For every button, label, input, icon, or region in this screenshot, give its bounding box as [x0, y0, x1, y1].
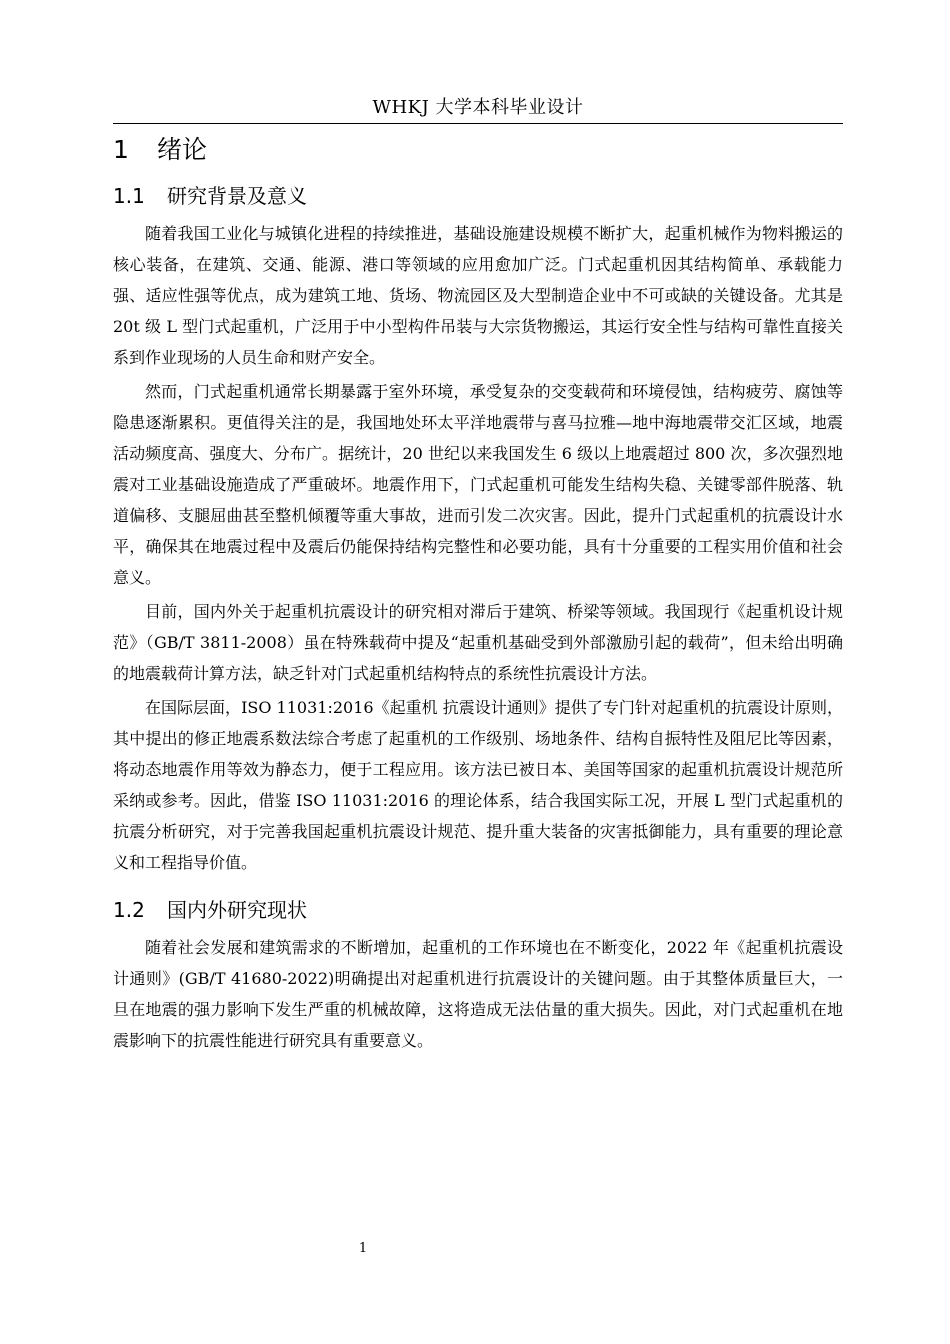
- page-number: 1: [358, 1241, 368, 1256]
- header-rule: [113, 123, 843, 124]
- paragraph: 然而，门式起重机通常长期暴露于室外环境，承受复杂的交变载荷和环境侵蚀，结构疲劳、腐蚀等隐患逐渐累积。更值得关注的是，我国地处环太平洋地震带与喜马拉雅—地中海地震带交汇区域，地震活动频度高、强度大、分布广。据统计，20 世纪以来我国发生 6 级以上地震超过 800 次，多次强烈地震对工业基础设施造成了严重破坏。地震作用下，门式起重机可能发生结构失稳、关键零部件脱落、轨道偏移、支腿屈曲甚至整机倾覆等重大事故，进而引发二次灾害。因此，提升门式起重机的抗震设计水平，确保其在地震过程中及震后仍能保持结构完整性和必要功能，具有十分重要的工程实用价值和社会意义。: [113, 382, 843, 587]
- page-footer: [0, 1240, 950, 1258]
- section-1-1: [113, 178, 843, 878]
- section-title: 研究背景及意义: [167, 184, 307, 208]
- running-header: WHKJ 大学本科毕业设计: [372, 97, 584, 118]
- chapter-number: 1: [113, 135, 129, 164]
- section-number: 1.2: [113, 898, 145, 922]
- section-title: 国内外研究现状: [167, 898, 307, 922]
- paragraph: 随着我国工业化与城镇化进程的持续推进，基础设施建设规模不断扩大，起重机械作为物料搬运的核心装备，在建筑、交通、能源、港口等领域的应用愈加广泛。门式起重机因其结构简单、承载能力强、适应性强等优点，成为建筑工地、货场、物流园区及大型制造企业中不可或缺的关键设备。尤其是 20t 级 L 型门式起重机，广泛用于中小型构件吊装与大宗货物搬运，其运行安全性与结构可靠性直接关系到作业现场的人员生命和财产安全。: [113, 224, 843, 367]
- chapter-title: 绪论: [157, 135, 208, 164]
- section-heading: [113, 178, 843, 214]
- chapter-heading: [113, 130, 843, 170]
- paragraph: 在国际层面，ISO 11031:2016《起重机 抗震设计通则》提供了专门针对起重机的抗震设计原则，其中提出的修正地震系数法综合考虑了起重机的工作级别、场地条件、结构自振特性及阻尼比等因素，将动态地震作用等效为静态力，便于工程应用。该方法已被日本、美国等国家的起重机抗震设计规范所采纳或参考。因此，借鉴 ISO 11031:2016 的理论体系，结合我国实际工况，开展 L 型门式起重机的抗震分析研究，对于完善我国起重机抗震设计规范、提升重大装备的灾害抵御能力，具有重要的理论意义和工程指导价值。: [113, 698, 843, 872]
- section-1-2: [113, 892, 843, 1056]
- body-content: [113, 130, 843, 1059]
- section-heading: [113, 892, 843, 928]
- paragraph: 目前，国内外关于起重机抗震设计的研究相对滞后于建筑、桥梁等领域。我国现行《起重机设计规范》（GB/T 3811-2008）虽在特殊载荷中提及“起重机基础受到外部激励引起的载荷”，但未给出明确的地震载荷计算方法，缺乏针对门式起重机结构特点的系统性抗震设计方法。: [113, 602, 843, 683]
- section-number: 1.1: [113, 184, 145, 208]
- paragraph: 随着社会发展和建筑需求的不断增加，起重机的工作环境也在不断变化，2022 年《起重机抗震设计通则》(GB/T 41680-2022)明确提出对起重机进行抗震设计的关键问题。由于其整体质量巨大，一旦在地震的强力影响下发生严重的机械故障，这将造成无法估量的重大损失。因此，对门式起重机在地震影响下的抗震性能进行研究具有重要意义。: [113, 938, 843, 1050]
